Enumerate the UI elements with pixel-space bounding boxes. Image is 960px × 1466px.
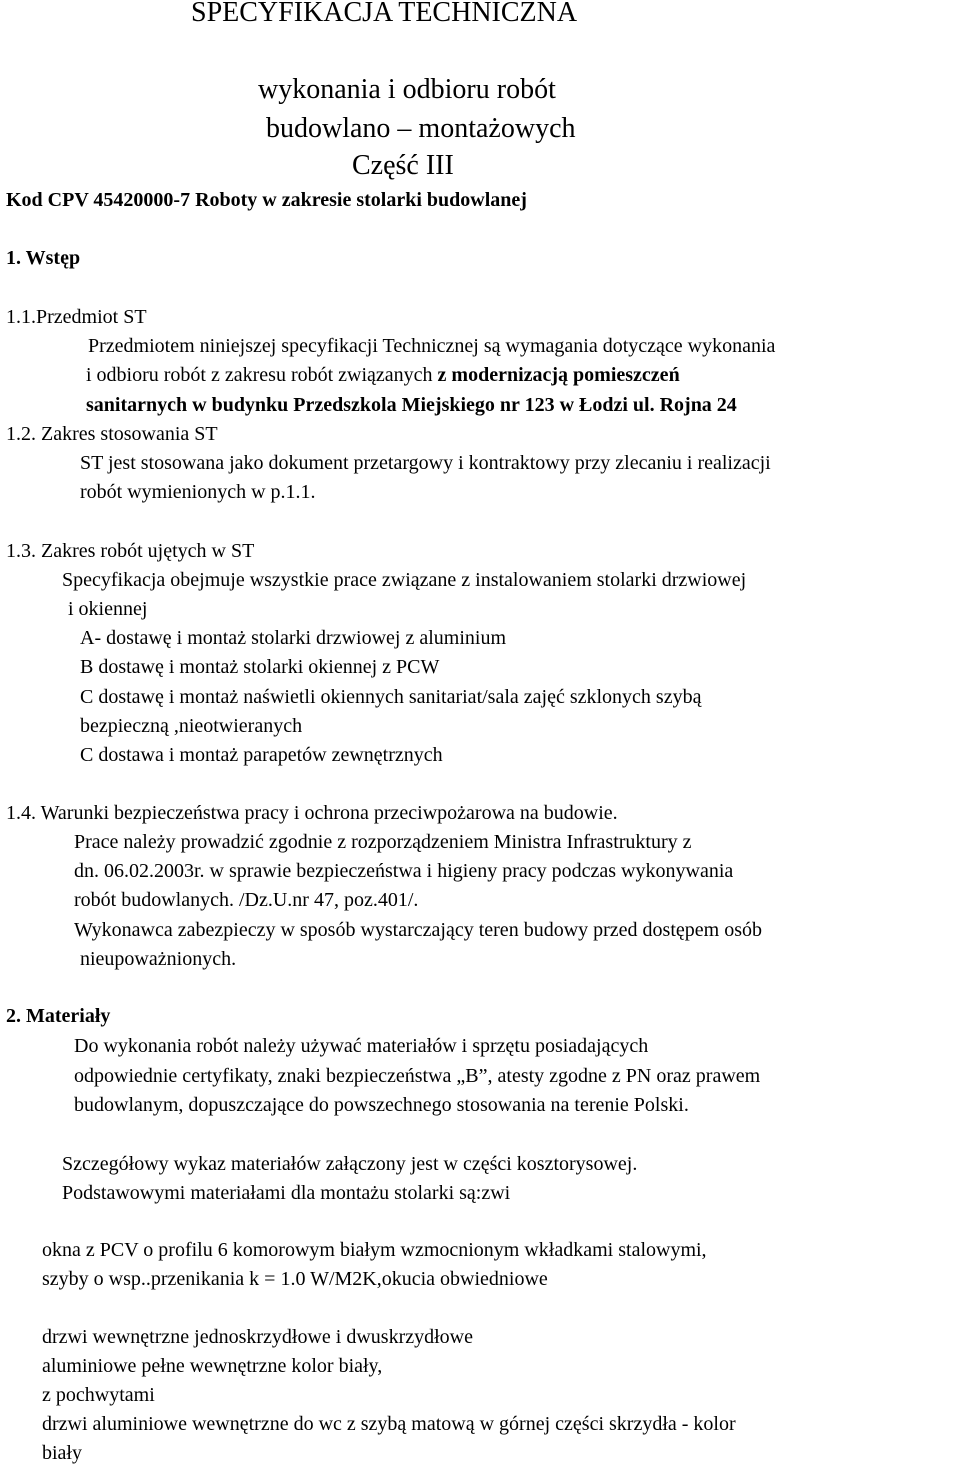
section-1-1-heading: 1.1.Przedmiot ST [6,306,147,328]
section-2-heading [6,1004,110,1028]
section-1-3-line-1: Specyfikacja obejmuje wszystkie prace związane z instalowaniem stolarki drzwiowej [62,569,747,591]
document-title: SPECYFIKACJA TECHNICZNA [191,0,578,28]
doors-line-2: aluminiowe pełne wewnętrzne kolor biały, [42,1355,383,1377]
materials-para-1-line-2: odpowiednie certyfikaty, znaki bezpieczeństwa „B”, atesty zgodne z PN oraz prawem [74,1065,761,1087]
scope-item-c2: C dostawa i montaż parapetów zewnętrznych [80,744,443,766]
section-1-4-line-5: nieupoważnionych. [80,948,237,970]
section-1-1-line-2-plain: i odbioru robót z zakresu robót związanych [86,364,438,386]
section-1-2-line-2: robót wymienionych w p.1.1. [80,481,316,503]
section-1-heading [6,246,80,270]
windows-line-2: szyby o wsp..przenikania k = 1.0 W/M2K,okucia obwiedniowe [42,1268,548,1290]
scope-item-b: B dostawę i montaż stolarki okiennej z PCW [80,656,440,678]
doors-line-5: biały [42,1442,82,1464]
scope-item-c1-cont: bezpieczną ,nieotwieranych [80,715,303,737]
doors-line-3: z pochwytami [42,1384,155,1406]
section-1-4-heading: 1.4. Warunki bezpieczeństwa pracy i ochrona przeciwpożarowa na budowie. [6,802,618,824]
section-1-2-line-1: ST jest stosowana jako dokument przetargowy i kontraktowy przy zlecaniu i realizacji [80,452,771,474]
section-1-heading-text: 1. Wstęp [6,247,81,269]
section-1-3-line-2: i okiennej [68,598,148,620]
subtitle-line-3: Część III [352,150,454,181]
materials-para-1-line-1: Do wykonania robót należy używać materiałów i sprzętu posiadających [74,1035,649,1057]
subtitle-line-2: budowlano – montażowych [266,113,576,144]
section-1-3-heading: 1.3. Zakres robót ujętych w ST [6,540,255,562]
materials-para-1-line-3: budowlanym, dopuszczające do powszechnego stosowania na terenie Polski. [74,1094,689,1116]
section-1-4-line-2: dn. 06.02.2003r. w sprawie bezpieczeństwa i higieny pracy podczas wykonywania [74,860,734,882]
subtitle-line-1: wykonania i odbioru robót [258,74,556,105]
section-1-1-line-2-bold: z modernizacją pomieszczeń [437,364,680,386]
section-1-4-line-3: robót budowlanych. /Dz.U.nr 47, poz.401/. [74,889,419,911]
section-1-1-line-3-bold: sanitarnych w budynku Przedszkola Miejskiego nr 123 w Łodzi ul. Rojna 24 [86,394,737,416]
doors-line-4: drzwi aluminiowe wewnętrzne do wc z szybą matową w górnej części skrzydła - kolor [42,1413,736,1435]
section-1-4-line-1: Prace należy prowadzić zgodnie z rozporządzeniem Ministra Infrastruktury z [74,831,692,853]
materials-para-2-line-1: Szczegółowy wykaz materiałów załączony jest w części kosztorysowej. [62,1153,638,1175]
section-1-2-heading: 1.2. Zakres stosowania ST [6,423,218,445]
windows-line-1: okna z PCV o profilu 6 komorowym białym wzmocnionym wkładkami stalowymi, [42,1239,707,1261]
section-1-1-line-1: Przedmiotem niniejszej specyfikacji Technicznej są wymagania dotyczące wykonania [88,335,776,357]
section-2-heading-text: 2. Materiały [6,1005,111,1027]
section-1-1-line-2 [86,363,680,387]
scope-item-a: A- dostawę i montaż stolarki drzwiowej z aluminium [80,627,507,649]
doors-line-1: drzwi wewnętrzne jednoskrzydłowe i dwuskrzydłowe [42,1326,473,1348]
scope-item-c1: C dostawę i montaż naświetli okiennych sanitariat/sala zajęć szklonych szybą [80,686,702,708]
materials-para-2-line-2: Podstawowymi materiałami dla montażu stolarki są:zwi [62,1182,511,1204]
section-1-4-line-4: Wykonawca zabezpieczy w sposób wystarczający teren budowy przed dostępem osób [74,919,762,941]
section-1-1-line-3 [86,393,737,417]
cpv-code-text: Kod CPV 45420000-7 Roboty w zakresie stolarki budowlanej [6,189,527,211]
cpv-code [6,188,527,212]
